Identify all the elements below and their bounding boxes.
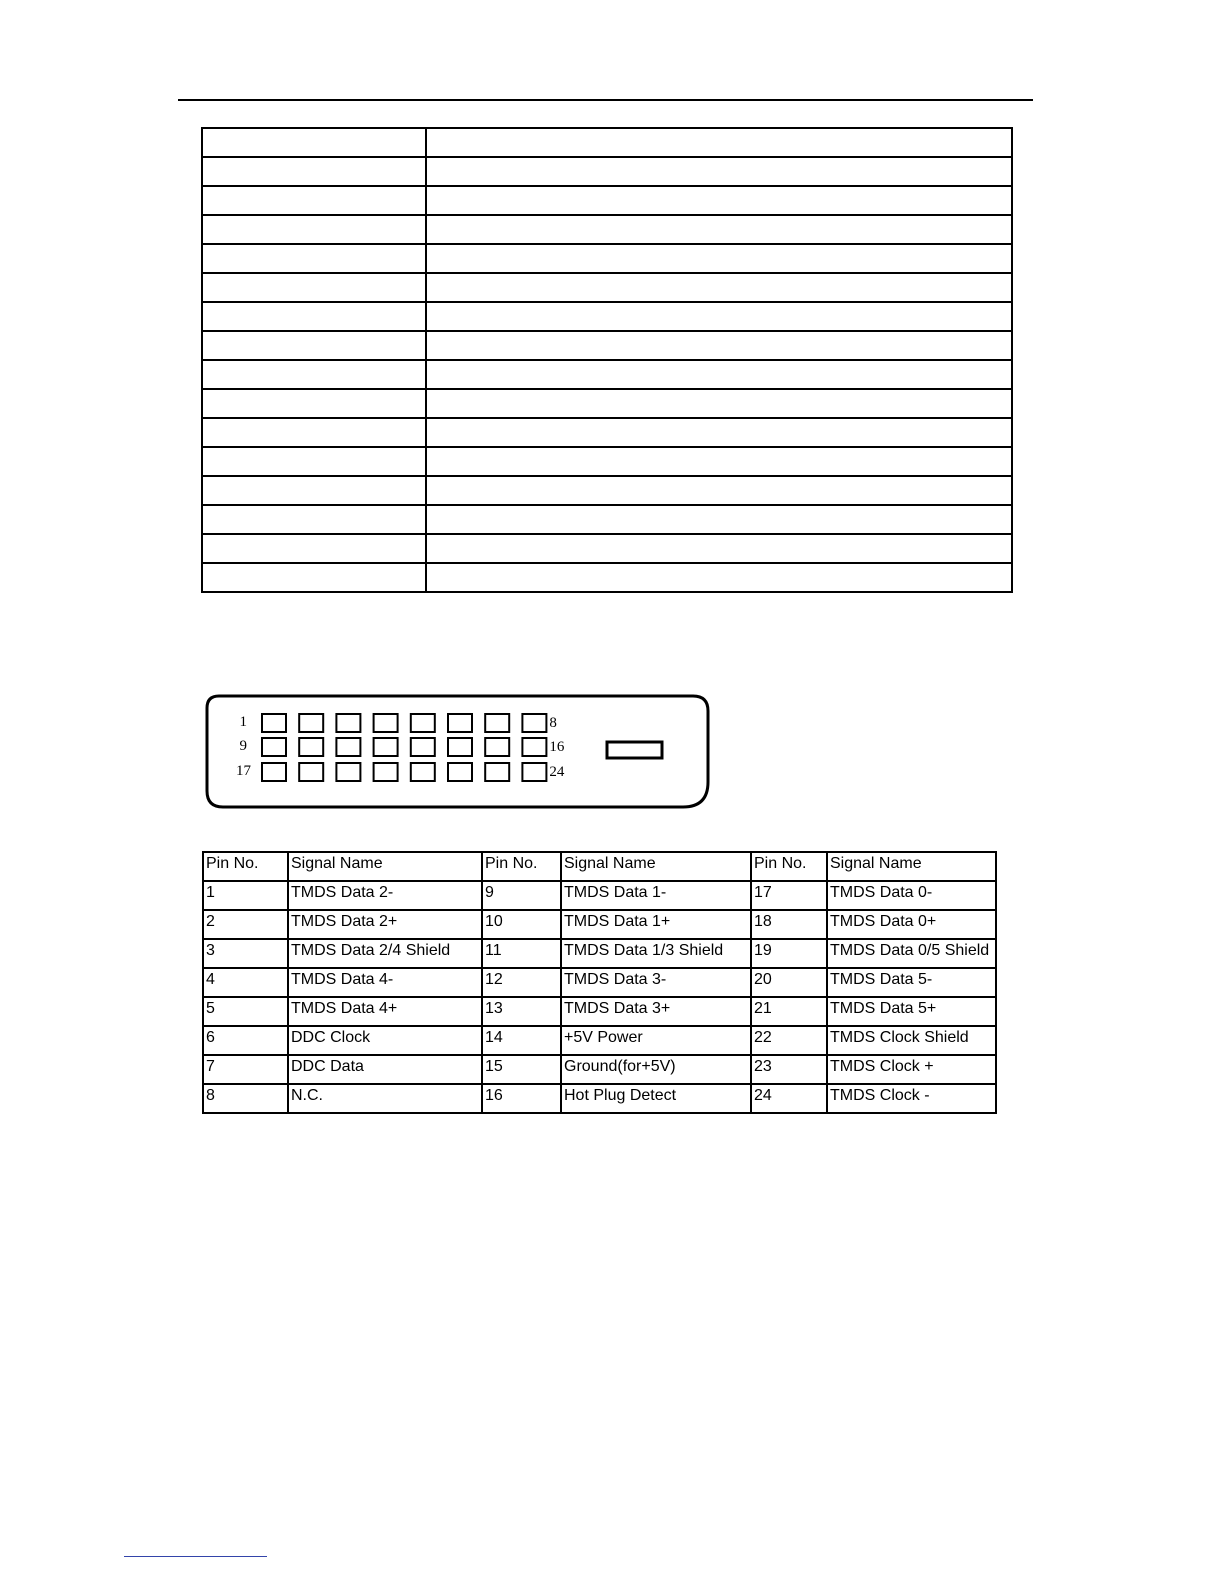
spec-table-row: [202, 505, 1012, 534]
spec-table-cell: [426, 128, 1012, 157]
footer-rule: [124, 1556, 267, 1557]
pin-row-start-label: 9: [239, 738, 247, 754]
header-rule: [178, 99, 1033, 101]
spec-table-cell: [426, 360, 1012, 389]
connector-pin: [448, 714, 472, 732]
connector-outline: [207, 696, 708, 807]
spec-table-cell: [202, 302, 426, 331]
connector-pin: [299, 738, 323, 756]
pin-number-cell: 2: [203, 910, 288, 939]
spec-table-row: [202, 244, 1012, 273]
connector-pin: [411, 738, 435, 756]
table-row: [203, 1026, 996, 1055]
spec-table-cell: [202, 476, 426, 505]
connector-pin: [374, 763, 398, 781]
signal-name-cell: DDC Clock: [288, 1026, 482, 1055]
spec-table-cell: [202, 186, 426, 215]
pin-number-cell: 18: [751, 910, 827, 939]
spec-table-cell: [202, 215, 426, 244]
spec-table-row: [202, 273, 1012, 302]
connector-pin: [374, 714, 398, 732]
spec-table-row: [202, 447, 1012, 476]
spec-table-cell: [202, 360, 426, 389]
signal-name-cell: TMDS Data 1/3 Shield: [561, 939, 751, 968]
connector-pin: [448, 763, 472, 781]
spec-table-cell: [202, 389, 426, 418]
header-pin-no: Pin No.: [751, 852, 827, 881]
pin-number-cell: 24: [751, 1084, 827, 1113]
spec-table-row: [202, 157, 1012, 186]
pin-number-cell: 4: [203, 968, 288, 997]
header-pin-no: Pin No.: [482, 852, 561, 881]
pin-number-cell: 3: [203, 939, 288, 968]
connector-pin: [522, 738, 546, 756]
pin-grid: [236, 714, 565, 781]
pin-table-header-row: [203, 852, 996, 881]
signal-name-cell: TMDS Data 1-: [561, 881, 751, 910]
signal-name-cell: TMDS Data 3+: [561, 997, 751, 1026]
connector-pin: [448, 738, 472, 756]
pin-number-cell: 1: [203, 881, 288, 910]
pin-number-cell: 14: [482, 1026, 561, 1055]
signal-name-cell: N.C.: [288, 1084, 482, 1113]
pin-number-cell: 8: [203, 1084, 288, 1113]
spec-table-cell: [426, 505, 1012, 534]
pin-number-cell: 23: [751, 1055, 827, 1084]
signal-name-cell: TMDS Data 0/5 Shield: [827, 939, 996, 968]
spec-table-cell: [426, 389, 1012, 418]
signal-name-cell: TMDS Data 2-: [288, 881, 482, 910]
signal-name-cell: TMDS Data 5+: [827, 997, 996, 1026]
signal-name-cell: TMDS Data 2+: [288, 910, 482, 939]
spec-table-row: [202, 128, 1012, 157]
signal-name-cell: TMDS Data 4+: [288, 997, 482, 1026]
connector-pin: [262, 714, 286, 732]
pin-row-start-label: 1: [239, 714, 247, 730]
signal-name-cell: DDC Data: [288, 1055, 482, 1084]
spec-table-cell: [426, 447, 1012, 476]
pin-number-cell: 13: [482, 997, 561, 1026]
pin-row-end-label: 16: [549, 739, 565, 755]
connector-pin: [374, 738, 398, 756]
table-row: [203, 910, 996, 939]
header-signal-name: Signal Name: [288, 852, 482, 881]
spec-table-cell: [426, 418, 1012, 447]
connector-pin: [262, 738, 286, 756]
pin-assignment-table: [202, 851, 997, 1114]
connector-pin: [411, 763, 435, 781]
spec-table-row: [202, 563, 1012, 592]
dvi-connector-svg: [205, 694, 710, 810]
pin-number-cell: 12: [482, 968, 561, 997]
table-row: [203, 881, 996, 910]
spec-table-cell: [202, 244, 426, 273]
spec-table-cell: [202, 563, 426, 592]
connector-pin: [336, 738, 360, 756]
header-pin-no: Pin No.: [203, 852, 288, 881]
spec-table-body: [202, 128, 1012, 592]
table-row: [203, 1055, 996, 1084]
connector-pin: [485, 763, 509, 781]
signal-name-cell: TMDS Data 4-: [288, 968, 482, 997]
spec-table-row: [202, 389, 1012, 418]
signal-name-cell: TMDS Data 0-: [827, 881, 996, 910]
signal-name-cell: TMDS Data 5-: [827, 968, 996, 997]
pin-number-cell: 6: [203, 1026, 288, 1055]
header-signal-name: Signal Name: [561, 852, 751, 881]
connector-pin: [411, 714, 435, 732]
pin-number-cell: 19: [751, 939, 827, 968]
signal-name-cell: TMDS Data 3-: [561, 968, 751, 997]
spec-table-cell: [202, 157, 426, 186]
spec-table-row: [202, 302, 1012, 331]
dvi-connector-diagram: [205, 694, 710, 810]
spec-table-cell: [202, 331, 426, 360]
signal-name-cell: +5V Power: [561, 1026, 751, 1055]
connector-pin: [299, 714, 323, 732]
table-row: [203, 997, 996, 1026]
connector-pin: [522, 763, 546, 781]
table-row: [203, 1084, 996, 1113]
spec-table-cell: [426, 302, 1012, 331]
connector-pin: [262, 763, 286, 781]
spec-table-row: [202, 331, 1012, 360]
signal-name-cell: Hot Plug Detect: [561, 1084, 751, 1113]
pin-number-cell: 21: [751, 997, 827, 1026]
spec-table-cell: [426, 534, 1012, 563]
header-signal-name: Signal Name: [827, 852, 996, 881]
signal-name-cell: TMDS Clock -: [827, 1084, 996, 1113]
pin-number-cell: 11: [482, 939, 561, 968]
spec-table-row: [202, 534, 1012, 563]
pin-number-cell: 7: [203, 1055, 288, 1084]
connector-pin: [299, 763, 323, 781]
spec-table-cell: [202, 418, 426, 447]
connector-pin: [336, 763, 360, 781]
pin-number-cell: 22: [751, 1026, 827, 1055]
pin-number-cell: 17: [751, 881, 827, 910]
spec-table-row: [202, 215, 1012, 244]
table-row: [203, 968, 996, 997]
pin-table-body: [203, 881, 996, 1113]
signal-name-cell: TMDS Clock +: [827, 1055, 996, 1084]
spec-table-row: [202, 476, 1012, 505]
spec-table-cell: [202, 505, 426, 534]
spec-table-cell: [202, 534, 426, 563]
spec-table-cell: [426, 331, 1012, 360]
connector-pin: [522, 714, 546, 732]
spec-table-row: [202, 418, 1012, 447]
spec-table-cell: [202, 447, 426, 476]
spec-table-cell: [202, 128, 426, 157]
connector-pin: [336, 714, 360, 732]
pin-row-end-label: 8: [549, 715, 557, 731]
spec-table-cell: [426, 186, 1012, 215]
pin-number-cell: 9: [482, 881, 561, 910]
pin-number-cell: 15: [482, 1055, 561, 1084]
connector-blade-slot: [607, 742, 662, 758]
spec-table-row: [202, 360, 1012, 389]
connector-pin: [485, 714, 509, 732]
spec-table-row: [202, 186, 1012, 215]
signal-name-cell: TMDS Clock Shield: [827, 1026, 996, 1055]
signal-name-cell: Ground(for+5V): [561, 1055, 751, 1084]
pin-row-end-label: 24: [549, 764, 565, 780]
pin-number-cell: 16: [482, 1084, 561, 1113]
signal-name-cell: TMDS Data 2/4 Shield: [288, 939, 482, 968]
spec-table-cell: [426, 476, 1012, 505]
signal-name-cell: TMDS Data 0+: [827, 910, 996, 939]
spec-table-cell: [426, 215, 1012, 244]
connector-pin: [485, 738, 509, 756]
signal-name-cell: TMDS Data 1+: [561, 910, 751, 939]
pin-number-cell: 20: [751, 968, 827, 997]
pin-number-cell: 10: [482, 910, 561, 939]
spec-table-cell: [426, 157, 1012, 186]
table-row: [203, 939, 996, 968]
spec-table-cell: [426, 244, 1012, 273]
pin-number-cell: 5: [203, 997, 288, 1026]
pin-row-start-label: 17: [236, 763, 251, 779]
spec-table: [201, 127, 1013, 593]
spec-table-cell: [426, 273, 1012, 302]
spec-table-cell: [202, 273, 426, 302]
spec-table-cell: [426, 563, 1012, 592]
